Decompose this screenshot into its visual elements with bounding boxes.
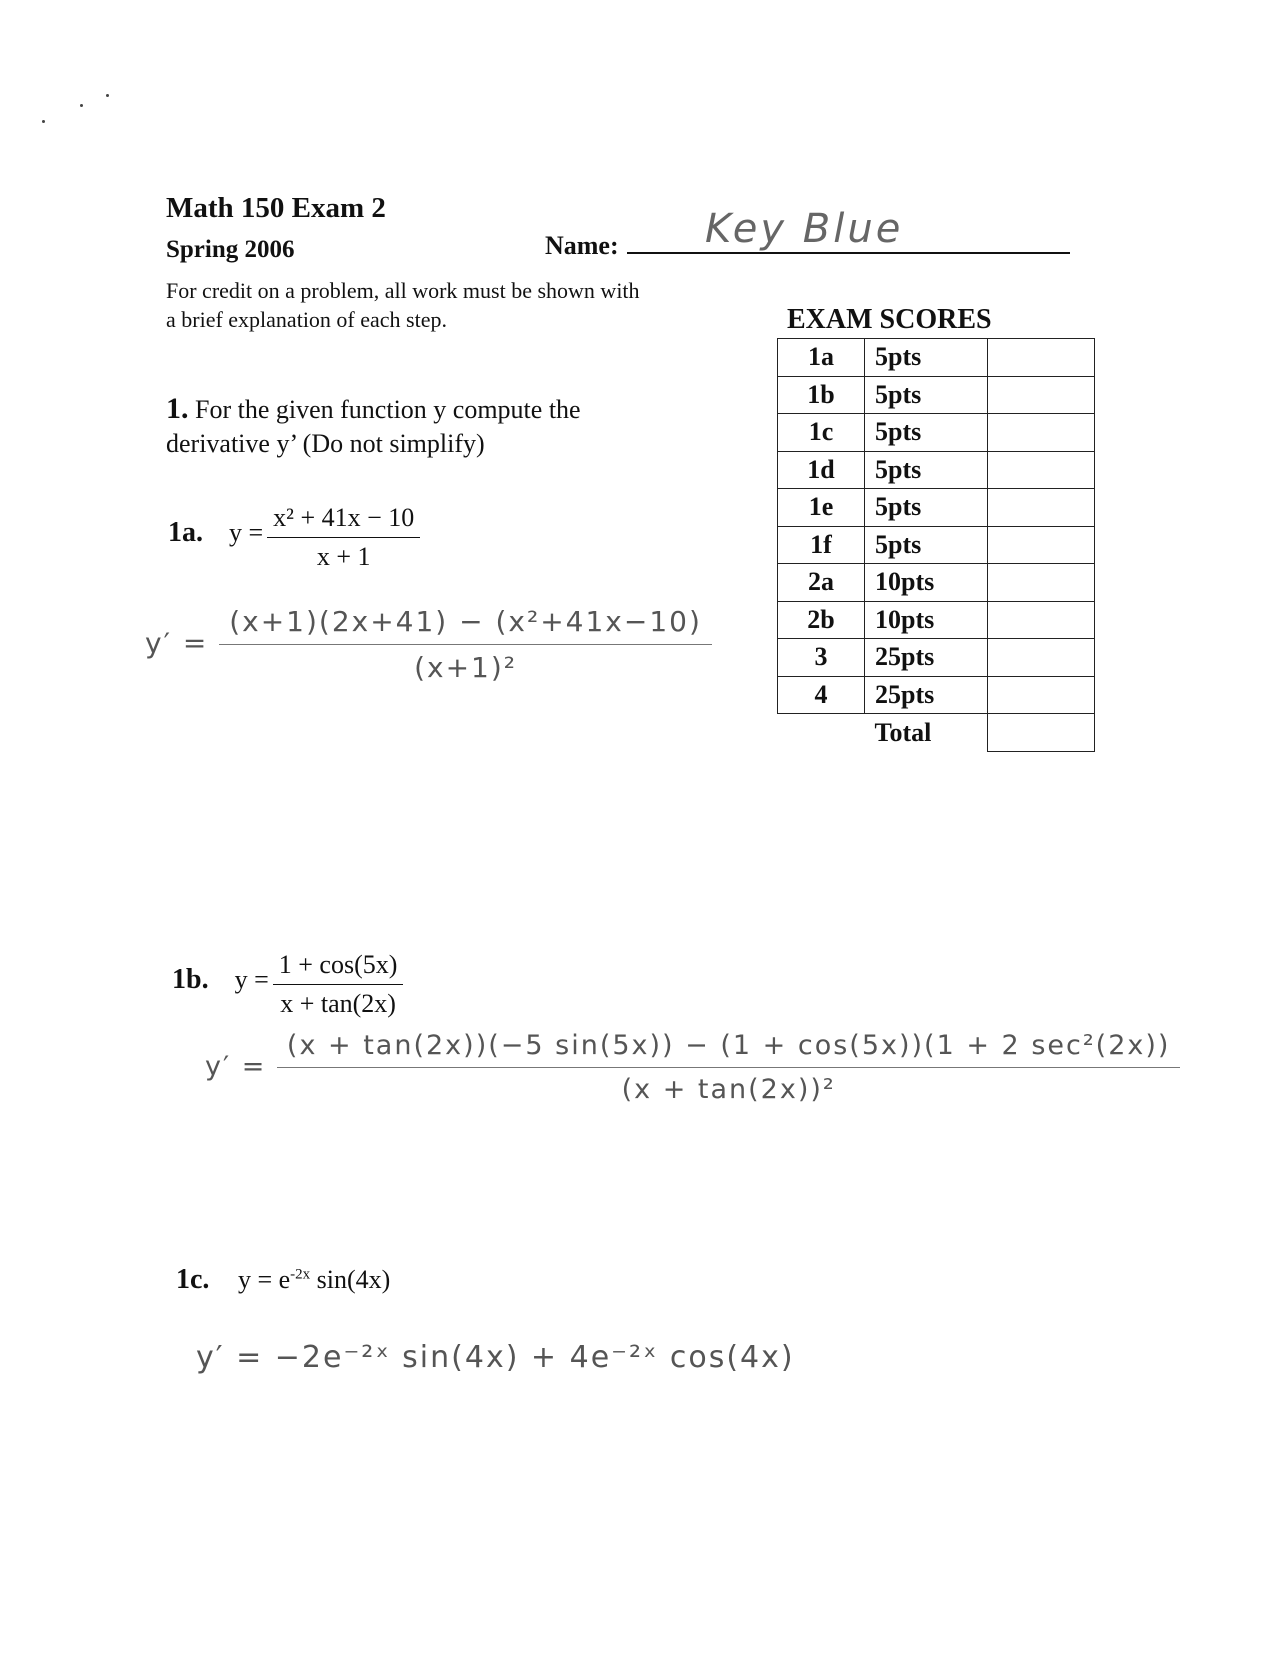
- fraction-denominator: x + tan(2x): [280, 989, 396, 1018]
- score-item: 1c: [778, 414, 865, 452]
- scores-title: EXAM SCORES: [787, 304, 992, 335]
- answer-1b: [205, 1030, 1180, 1105]
- score-row: [778, 601, 1095, 639]
- answer-fraction: [219, 605, 712, 684]
- score-earned-cell: [988, 526, 1095, 564]
- score-points: 10pts: [865, 564, 988, 602]
- score-item: 1a: [778, 339, 865, 377]
- score-earned-cell: [988, 339, 1095, 377]
- answer-fraction: [277, 1030, 1181, 1105]
- score-row: [778, 414, 1095, 452]
- score-points: 5pts: [865, 339, 988, 377]
- answer-lhs: y′ =: [205, 1051, 267, 1082]
- fraction-numerator: 1 + cos(5x): [273, 950, 404, 985]
- score-item: 3: [778, 639, 865, 677]
- score-points: 5pts: [865, 526, 988, 564]
- answer-denominator: (x + tan(2x))²: [621, 1074, 836, 1105]
- problem-1c: [176, 1264, 390, 1296]
- problem-label: 1c.: [176, 1264, 210, 1295]
- score-points: 25pts: [865, 639, 988, 677]
- score-points: 5pts: [865, 414, 988, 452]
- total-spacer: [778, 714, 865, 752]
- score-item: 2b: [778, 601, 865, 639]
- score-points: 10pts: [865, 601, 988, 639]
- score-total-row: [778, 714, 1095, 752]
- score-earned-cell: [988, 451, 1095, 489]
- score-item: 1d: [778, 451, 865, 489]
- problem-lhs: y = e: [237, 1265, 291, 1294]
- scan-speck: [42, 120, 45, 123]
- total-label: Total: [865, 714, 988, 752]
- fraction-numerator: x² + 41x − 10: [267, 503, 420, 538]
- name-underline: [627, 252, 1070, 254]
- score-item: 1b: [778, 376, 865, 414]
- score-row: [778, 564, 1095, 602]
- exam-term: Spring 2006: [166, 236, 295, 263]
- score-row: [778, 489, 1095, 527]
- score-item: 4: [778, 676, 865, 714]
- problem-fraction: [273, 950, 404, 1019]
- name-label: Name:: [545, 231, 619, 260]
- score-item: 1e: [778, 489, 865, 527]
- score-earned-cell: [988, 414, 1095, 452]
- scan-speck: [106, 94, 109, 97]
- problem-lhs: y =: [234, 965, 269, 995]
- problem-rest: sin(4x): [310, 1265, 391, 1294]
- score-points: 5pts: [865, 451, 988, 489]
- problem-label: 1a.: [168, 517, 203, 549]
- problem-1b: [172, 950, 403, 1019]
- fraction-denominator: x + 1: [316, 542, 371, 571]
- instructions: For credit on a problem, all work must be shown with a brief explanation of each step.: [166, 278, 640, 332]
- score-row: [778, 451, 1095, 489]
- answer-1c: y′ = −2e⁻²ˣ sin(4x) + 4e⁻²ˣ cos(4x): [196, 1340, 795, 1375]
- exam-scores-table: [777, 338, 1095, 752]
- score-row: [778, 676, 1095, 714]
- answer-1a: [145, 605, 712, 684]
- problem-label: 1b.: [172, 964, 209, 996]
- score-item: 1f: [778, 526, 865, 564]
- score-points: 5pts: [865, 376, 988, 414]
- score-earned-cell: [988, 601, 1095, 639]
- score-earned-cell: [988, 564, 1095, 602]
- scan-speck: [80, 104, 83, 107]
- question-text: For the given function y compute the derivative y’ (Do not simplify): [166, 395, 581, 458]
- name-handwritten: Key Blue: [705, 206, 904, 252]
- score-points: 5pts: [865, 489, 988, 527]
- score-earned-cell: [988, 376, 1095, 414]
- score-row: [778, 376, 1095, 414]
- score-row: [778, 339, 1095, 377]
- answer-numerator: (x+1)(2x+41) − (x²+41x−10): [219, 605, 712, 645]
- problem-lhs: y =: [229, 518, 264, 548]
- exam-title: Math 150 Exam 2: [166, 192, 386, 224]
- score-points: 25pts: [865, 676, 988, 714]
- score-row: [778, 526, 1095, 564]
- score-item: 2a: [778, 564, 865, 602]
- question-number: 1.: [166, 392, 189, 425]
- problem-exponent: -2x: [290, 1266, 311, 1283]
- answer-denominator: (x+1)²: [414, 651, 517, 684]
- answer-numerator: (x + tan(2x))(−5 sin(5x)) − (1 + cos(5x))(1 + 2 sec²(2x)): [277, 1030, 1181, 1068]
- score-earned-cell: [988, 676, 1095, 714]
- answer-lhs: y′ =: [145, 626, 209, 660]
- score-row: [778, 639, 1095, 677]
- score-earned-cell: [988, 639, 1095, 677]
- score-earned-cell: [988, 489, 1095, 527]
- question-1-prompt: [166, 392, 686, 461]
- total-value-cell: [988, 714, 1095, 752]
- problem-fraction: [267, 503, 420, 572]
- problem-1a: [168, 503, 420, 572]
